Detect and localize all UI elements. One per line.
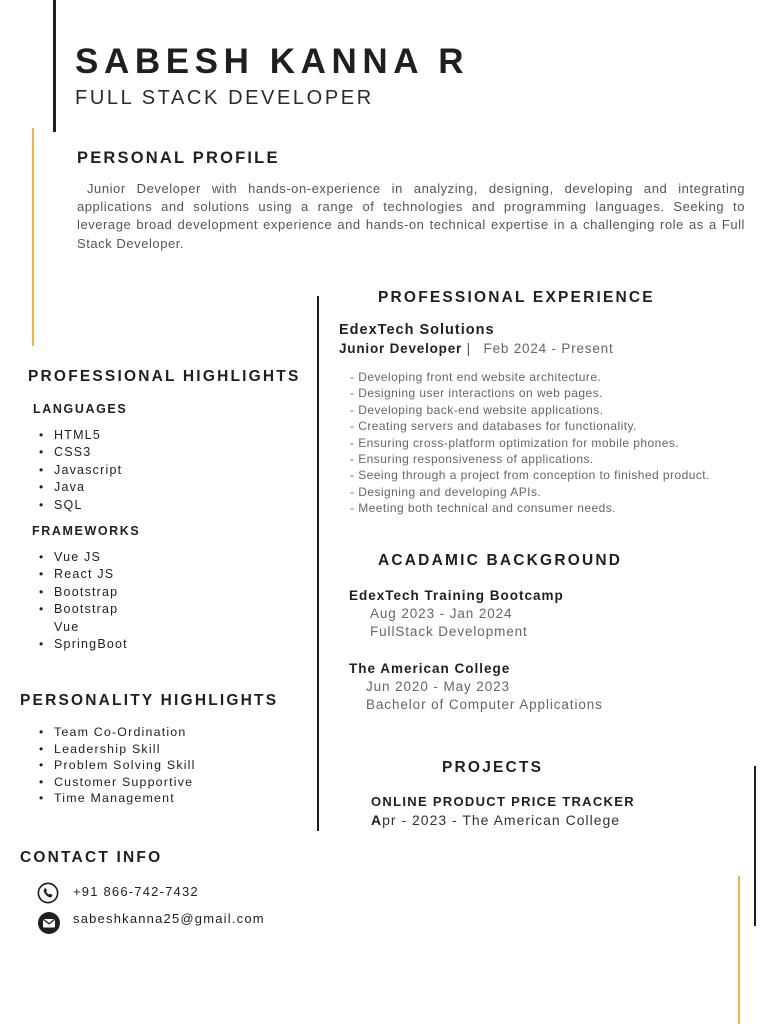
education-dates: Jun 2020 - May 2023 bbox=[366, 679, 510, 694]
list-item: • SpringBoot bbox=[32, 636, 172, 653]
projects-heading: PROJECTS bbox=[442, 759, 544, 776]
professional-highlights-heading: PROFESSIONAL HIGHLIGHTS bbox=[28, 368, 301, 385]
frameworks-heading: FRAMEWORKS bbox=[32, 524, 141, 538]
job-title-line bbox=[339, 341, 614, 356]
list-item: • React JS bbox=[32, 566, 172, 583]
list-item: - Developing front end website architecture. bbox=[350, 370, 602, 384]
list-item: - Designing and developing APIs. bbox=[350, 484, 542, 499]
candidate-role: FULL STACK DEVELOPER bbox=[75, 87, 374, 109]
list-item: - Designing user interactions on web pages. bbox=[350, 386, 603, 401]
job-separator: | bbox=[466, 341, 471, 356]
education-dates: Aug 2023 - Jan 2024 bbox=[370, 606, 513, 621]
profile-heading: PERSONAL PROFILE bbox=[77, 149, 280, 167]
education-program: FullStack Development bbox=[370, 624, 528, 639]
list-item: - Developing back-end website applications. bbox=[350, 402, 604, 417]
list-item: • HTML5 bbox=[32, 427, 122, 444]
accent-line-left bbox=[32, 128, 34, 346]
frameworks-list bbox=[32, 549, 172, 653]
list-item: • Customer Supportive bbox=[32, 774, 196, 791]
education-institution: EdexTech Training Bootcamp bbox=[349, 588, 564, 603]
mail-icon bbox=[37, 911, 59, 933]
list-item: • Java bbox=[32, 479, 122, 496]
divider-center bbox=[317, 296, 319, 831]
project-detail-text: pr - 2023 - The American College bbox=[382, 812, 621, 828]
phone-icon bbox=[37, 882, 59, 904]
candidate-name: SABESH KANNA R bbox=[75, 42, 470, 81]
languages-list bbox=[32, 427, 122, 514]
list-item: - Seeing through a project from conception to finished product. bbox=[350, 468, 710, 483]
list-item: • Bootstrap bbox=[32, 584, 172, 601]
project-detail-initial: A bbox=[371, 812, 383, 828]
list-item: • Leadership Skill bbox=[32, 741, 196, 758]
list-item: • CSS3 bbox=[32, 444, 122, 461]
education-institution: The American College bbox=[349, 661, 511, 676]
list-item: • Bootstrap Vue bbox=[32, 601, 132, 636]
list-item: • Javascript bbox=[32, 462, 122, 479]
email-address[interactable]: sabeshkanna25@gmail.com bbox=[73, 911, 265, 926]
job-title: Junior Developer bbox=[339, 341, 463, 356]
project-name: ONLINE PRODUCT PRICE TRACKER bbox=[371, 794, 635, 809]
education-program: Bachelor of Computer Applications bbox=[366, 697, 603, 712]
project-detail bbox=[371, 812, 620, 828]
education-heading: ACADAMIC BACKGROUND bbox=[378, 552, 623, 569]
list-item: - Creating servers and databases for functionality. bbox=[350, 419, 637, 434]
languages-heading: LANGUAGES bbox=[33, 402, 128, 416]
list-item: • Team Co-Ordination bbox=[32, 724, 196, 741]
contact-heading: CONTACT INFO bbox=[20, 849, 163, 866]
list-item: • Time Management bbox=[32, 790, 196, 807]
job-company: EdexTech Solutions bbox=[339, 322, 495, 338]
list-item: - Meeting both technical and consumer needs. bbox=[350, 501, 616, 516]
accent-line-right bbox=[738, 876, 740, 1024]
list-item: • Problem Solving Skill bbox=[32, 757, 196, 774]
personality-highlights-heading: PERSONALITY HIGHLIGHTS bbox=[20, 692, 279, 709]
personality-list bbox=[32, 724, 196, 807]
list-item: - Ensuring responsiveness of applications. bbox=[350, 452, 594, 467]
divider-right bbox=[754, 766, 756, 926]
phone-number[interactable]: +91 866-742-7432 bbox=[73, 884, 199, 899]
profile-text: Junior Developer with hands-on-experience in analyzing, designing, developing and integrating applications and solutions using a range of technologies and programming languages. Seeking to leverage broad development experience and hands-on technical expertise in a challenging role as a Full Stack Developer. bbox=[77, 181, 745, 251]
job-duties-list bbox=[350, 369, 710, 517]
experience-heading: PROFESSIONAL EXPERIENCE bbox=[378, 289, 655, 306]
list-item: • SQL bbox=[32, 497, 122, 514]
job-dates: Feb 2024 - Present bbox=[483, 341, 614, 356]
list-item: • Vue JS bbox=[32, 549, 172, 566]
divider-top-left bbox=[53, 0, 56, 132]
list-item: - Ensuring cross-platform optimization for mobile phones. bbox=[350, 435, 680, 450]
